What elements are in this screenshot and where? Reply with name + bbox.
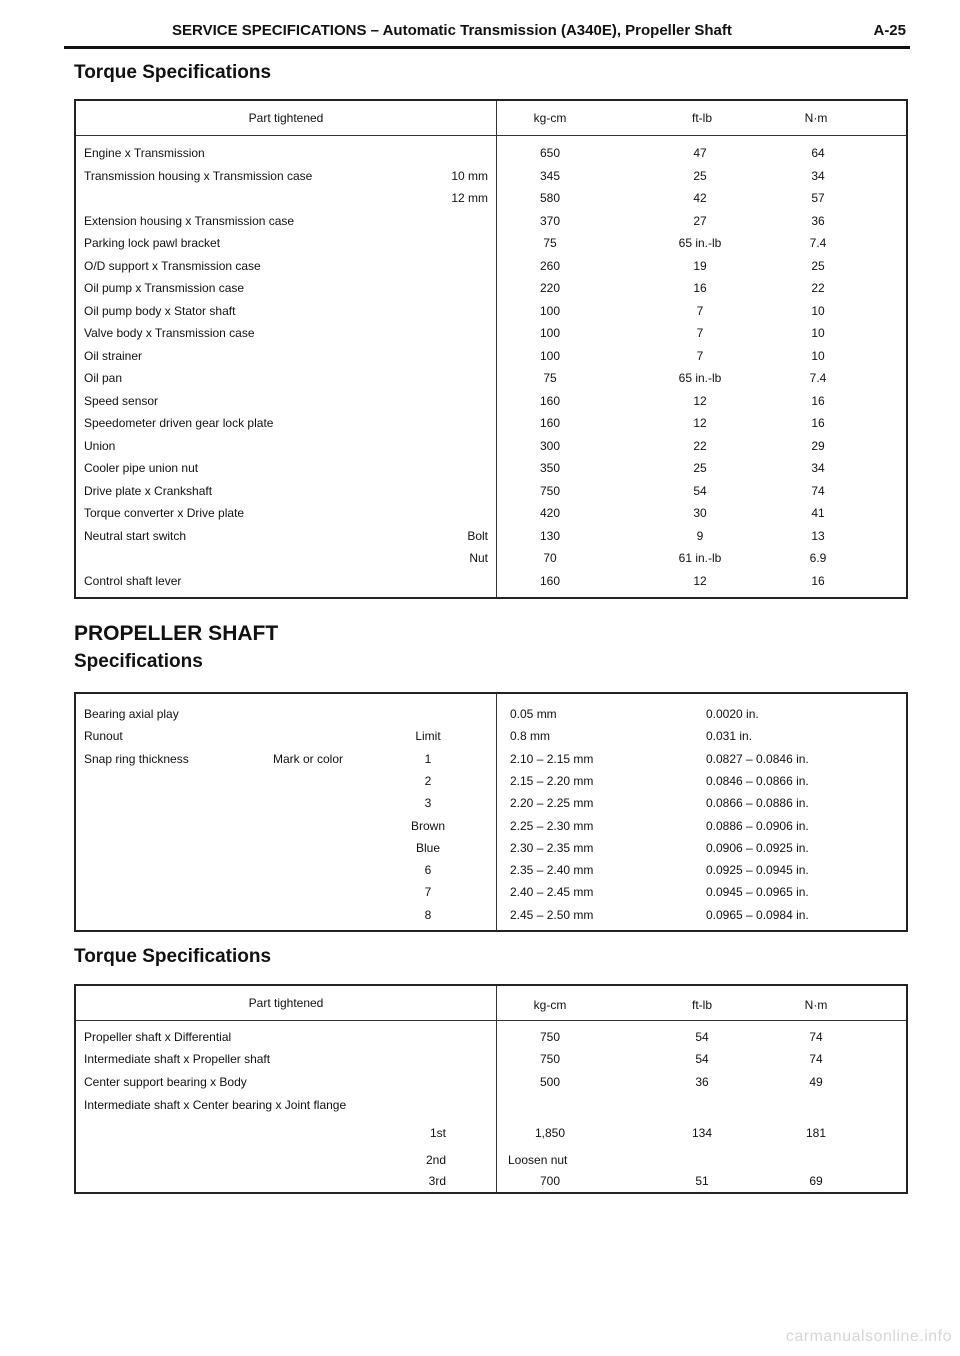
col-header-nm: N·m — [804, 998, 828, 1012]
table-row-ftlb: 47 — [693, 146, 707, 160]
table-row-kgcm: 130 — [539, 529, 561, 543]
table-row-part: Parking lock pawl bracket — [84, 236, 221, 250]
table-row-ftlb: 27 — [693, 214, 707, 228]
table-row-kgcm: 70 — [543, 551, 557, 565]
table-row-nm: 10 — [811, 304, 825, 318]
spec-row-mm: 0.05 mm — [510, 707, 557, 721]
spec-row-mm: 2.40 – 2.45 mm — [510, 885, 594, 899]
table-row-ftlb: 36 — [695, 1075, 709, 1089]
page-header — [64, 18, 910, 49]
col-header-part: Part tightened — [248, 111, 324, 125]
spec-row-inch: 0.0866 – 0.0886 in. — [706, 796, 809, 810]
header-rule — [76, 135, 906, 136]
table-row-kgcm: 750 — [539, 484, 561, 498]
table-row-nm: 25 — [811, 259, 825, 273]
table-row-ftlb: 42 — [693, 191, 707, 205]
table-row-kgcm: 1,850 — [534, 1126, 566, 1140]
header-rule — [76, 1020, 906, 1021]
col-header-ftlb: ft-lb — [691, 111, 713, 125]
spec-row-sub: Blue — [415, 841, 441, 855]
table-row-nm: 74 — [809, 1030, 823, 1044]
table-row-part: Valve body x Transmission case — [84, 326, 255, 340]
header-title: SERVICE SPECIFICATIONS – Automatic Transmission (A340E), Propeller Shaft — [172, 22, 732, 39]
table-row-ftlb: 9 — [696, 529, 704, 543]
table-row-nm: 22 — [811, 281, 825, 295]
table-row-nm: 74 — [811, 484, 825, 498]
table-row-ftlb: 25 — [693, 169, 707, 183]
table-row-sub: 10 mm — [451, 169, 488, 183]
table-row-kgcm: 350 — [539, 461, 561, 475]
table-row-ftlb: 12 — [693, 574, 707, 588]
table-row-nm: 10 — [811, 326, 825, 340]
table-row-kgcm: 650 — [539, 146, 561, 160]
table-row-ftlb: 65 in.-lb — [678, 371, 722, 385]
spec-row-label: Snap ring thickness — [84, 752, 189, 766]
table-row-part: Speedometer driven gear lock plate — [84, 416, 274, 430]
table-row-nm: 34 — [811, 169, 825, 183]
spec-row-mm: 2.45 – 2.50 mm — [510, 908, 594, 922]
propeller-spec-table — [74, 692, 908, 932]
table-row-part: Oil strainer — [84, 349, 143, 363]
table-row-part: Propeller shaft x Differential — [84, 1030, 232, 1044]
table-row-nm: 64 — [811, 146, 825, 160]
table-row-ftlb: 65 in.-lb — [678, 236, 722, 250]
table-row-part: Intermediate shaft x Center bearing x Joint flange — [84, 1098, 347, 1112]
spec-row-mm: 2.10 – 2.15 mm — [510, 752, 594, 766]
spec-row-sub: 8 — [424, 908, 432, 922]
spec-row-sub: 6 — [424, 863, 432, 877]
page-number: A-25 — [873, 22, 906, 39]
propeller-title: PROPELLER SHAFT — [74, 622, 279, 645]
spec-row-inch: 0.0827 – 0.0846 in. — [706, 752, 809, 766]
column-divider — [496, 694, 497, 930]
table-row-nm: 181 — [805, 1126, 827, 1140]
column-divider — [496, 101, 497, 597]
torque-heading-1: Torque Specifications — [74, 62, 272, 83]
spec-row-sub: Limit — [415, 729, 441, 743]
watermark: carmanualsonline.info — [785, 1328, 952, 1345]
col-header-nm: N·m — [804, 111, 828, 125]
table-row-ftlb: 12 — [693, 416, 707, 430]
table-row-part: Cooler pipe union nut — [84, 461, 199, 475]
spec-row-sub: Brown — [410, 819, 446, 833]
table-row-part: Oil pump x Transmission case — [84, 281, 245, 295]
table-row-part: Torque converter x Drive plate — [84, 506, 245, 520]
spec-row-inch: 0.0945 – 0.0965 in. — [706, 885, 809, 899]
table-row-ftlb: 7 — [696, 349, 704, 363]
table-row-sub: 3rd — [428, 1174, 446, 1188]
table-row-part: Union — [84, 439, 116, 453]
spec-row-inch: 0.0965 – 0.0984 in. — [706, 908, 809, 922]
spec-row-sub: 7 — [424, 885, 432, 899]
table-row-kgcm: 700 — [539, 1174, 561, 1188]
table-row-nm: 29 — [811, 439, 825, 453]
table-row-part: Extension housing x Transmission case — [84, 214, 295, 228]
table-row-ftlb: 12 — [693, 394, 707, 408]
table-row-kgcm: 75 — [543, 371, 557, 385]
spec-row-inch: 0.0020 in. — [706, 707, 759, 721]
spec-row-inch: 0.0925 – 0.0945 in. — [706, 863, 809, 877]
table-row-kgcm: 300 — [539, 439, 561, 453]
table-row-kgcm: 580 — [539, 191, 561, 205]
table-row-kgcm: 750 — [539, 1030, 561, 1044]
table-row-nm: 34 — [811, 461, 825, 475]
table-row-nm: 69 — [809, 1174, 823, 1188]
table-row-part: O/D support x Transmission case — [84, 259, 261, 273]
col-header-kgcm: kg-cm — [533, 998, 567, 1012]
table-row-nm: 16 — [811, 574, 825, 588]
spec-row-inch: 0.0906 – 0.0925 in. — [706, 841, 809, 855]
table-row-ftlb: 61 in.-lb — [678, 551, 722, 565]
table-row-ftlb: 134 — [691, 1126, 713, 1140]
table-row-ftlb: 54 — [693, 484, 707, 498]
spec-row-mid: Mark or color — [273, 752, 344, 766]
torque-heading-2: Torque Specifications — [74, 946, 272, 967]
spec-row-mm: 0.8 mm — [510, 729, 551, 743]
table-row-nm: 7.4 — [809, 371, 827, 385]
table-row-ftlb: 25 — [693, 461, 707, 475]
table-row-ftlb: 16 — [693, 281, 707, 295]
table-row-part: Drive plate x Crankshaft — [84, 484, 213, 498]
table-row-sub: 12 mm — [451, 191, 488, 205]
table-row-sub: 2nd — [425, 1153, 446, 1167]
table-row-part: Control shaft lever — [84, 574, 182, 588]
table-row-kgcm: 160 — [539, 416, 561, 430]
table-row-nm: 74 — [809, 1052, 823, 1066]
table-row-kgcm: 160 — [539, 574, 561, 588]
table-row-sub: 1st — [429, 1126, 446, 1140]
table-row-kgcm: 160 — [539, 394, 561, 408]
table-row-kgcm: 345 — [539, 169, 561, 183]
table-row-nm: 7.4 — [809, 236, 827, 250]
spec-row-label: Bearing axial play — [84, 707, 179, 721]
table-row-ftlb: 22 — [693, 439, 707, 453]
table-row-nm: 57 — [811, 191, 825, 205]
table-row-kgcm: 260 — [539, 259, 561, 273]
spec-row-mm: 2.35 – 2.40 mm — [510, 863, 594, 877]
table-row-part: Intermediate shaft x Propeller shaft — [84, 1052, 271, 1066]
spec-row-mm: 2.30 – 2.35 mm — [510, 841, 594, 855]
table-row-ftlb: 19 — [693, 259, 707, 273]
table-row-kgcm: Loosen nut — [508, 1153, 568, 1167]
table-row-nm: 10 — [811, 349, 825, 363]
table-row-part: Oil pan — [84, 371, 123, 385]
table-row-kgcm: 100 — [539, 304, 561, 318]
spec-row-mm: 2.25 – 2.30 mm — [510, 819, 594, 833]
table-row-nm: 6.9 — [809, 551, 827, 565]
table-row-nm: 16 — [811, 394, 825, 408]
table-row-kgcm: 500 — [539, 1075, 561, 1089]
spec-row-mm: 2.15 – 2.20 mm — [510, 774, 594, 788]
table-row-ftlb: 54 — [695, 1052, 709, 1066]
table-row-part: Transmission housing x Transmission case — [84, 169, 313, 183]
col-header-ftlb: ft-lb — [691, 998, 713, 1012]
table-row-sub: Bolt — [467, 529, 488, 543]
spec-row-sub: 3 — [424, 796, 432, 810]
table-row-part: Neutral start switch — [84, 529, 187, 543]
spec-row-inch: 0.0846 – 0.0866 in. — [706, 774, 809, 788]
table-row-nm: 13 — [811, 529, 825, 543]
table-row-part: Engine x Transmission — [84, 146, 205, 160]
table-row-nm: 41 — [811, 506, 825, 520]
table-row-ftlb: 7 — [696, 326, 704, 340]
column-divider — [496, 986, 497, 1192]
table-row-kgcm: 220 — [539, 281, 561, 295]
table-row-part: Oil pump body x Stator shaft — [84, 304, 236, 318]
table-row-nm: 36 — [811, 214, 825, 228]
spec-row-inch: 0.0886 – 0.0906 in. — [706, 819, 809, 833]
table-row-ftlb: 51 — [695, 1174, 709, 1188]
col-header-kgcm: kg-cm — [533, 111, 567, 125]
table-row-nm: 49 — [809, 1075, 823, 1089]
table-row-ftlb: 7 — [696, 304, 704, 318]
transmission-torque-table — [74, 99, 908, 599]
table-row-ftlb: 30 — [693, 506, 707, 520]
table-row-kgcm: 370 — [539, 214, 561, 228]
table-row-kgcm: 420 — [539, 506, 561, 520]
table-row-nm: 16 — [811, 416, 825, 430]
spec-row-sub: 1 — [424, 752, 432, 766]
spec-row-inch: 0.031 in. — [706, 729, 753, 743]
table-row-kgcm: 100 — [539, 349, 561, 363]
col-header-part: Part tightened — [248, 996, 324, 1010]
propeller-torque-table — [74, 984, 908, 1194]
table-row-ftlb: 54 — [695, 1030, 709, 1044]
table-row-kgcm: 750 — [539, 1052, 561, 1066]
table-row-part: Center support bearing x Body — [84, 1075, 247, 1089]
spec-row-sub: 2 — [424, 774, 432, 788]
table-row-sub: Nut — [469, 551, 488, 565]
specifications-heading: Specifications — [74, 651, 203, 672]
spec-row-mm: 2.20 – 2.25 mm — [510, 796, 594, 810]
table-row-kgcm: 75 — [543, 236, 557, 250]
spec-row-label: Runout — [84, 729, 123, 743]
table-row-part: Speed sensor — [84, 394, 159, 408]
table-row-kgcm: 100 — [539, 326, 561, 340]
